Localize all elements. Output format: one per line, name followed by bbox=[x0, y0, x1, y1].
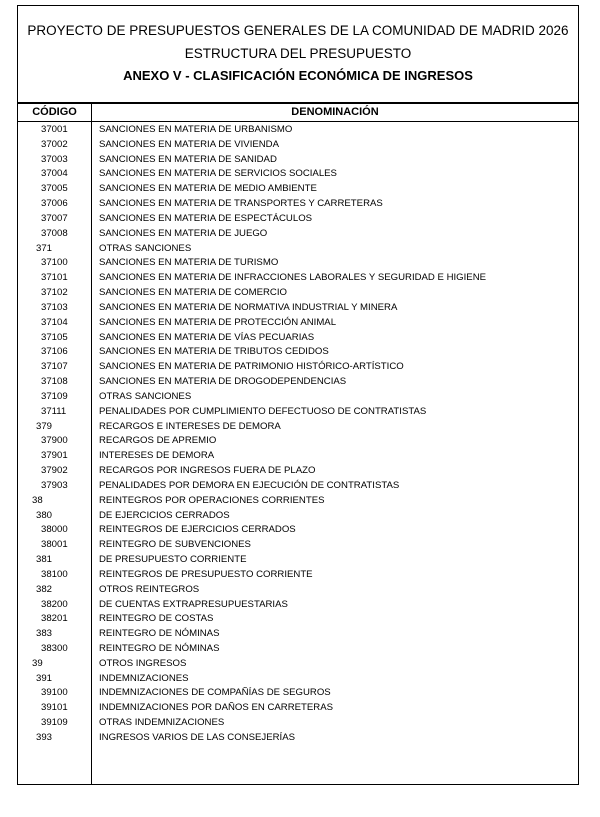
row-code: 37104 bbox=[41, 316, 68, 328]
row-denomination: INTERESES DE DEMORA bbox=[99, 450, 215, 462]
row-denomination: DE PRESUPUESTO CORRIENTE bbox=[99, 554, 247, 566]
row-denomination: REINTEGROS DE PRESUPUESTO CORRIENTE bbox=[99, 568, 313, 580]
row-code: 37111 bbox=[41, 405, 67, 417]
row-denomination: SANCIONES EN MATERIA DE VÍAS PECUARIAS bbox=[99, 331, 315, 343]
row-code: 37102 bbox=[41, 287, 68, 299]
row-denomination: SANCIONES EN MATERIA DE TRIBUTOS CEDIDOS bbox=[99, 346, 329, 358]
row-code: 37002 bbox=[41, 138, 68, 150]
row-code: 38001 bbox=[41, 539, 68, 551]
row-code: 37007 bbox=[41, 212, 68, 224]
row-denomination: RECARGOS POR INGRESOS FUERA DE PLAZO bbox=[99, 465, 316, 477]
row-denomination: SANCIONES EN MATERIA DE DROGODEPENDENCIAS bbox=[99, 376, 347, 388]
row-code: 38200 bbox=[41, 598, 68, 610]
row-denomination: REINTEGROS POR OPERACIONES CORRIENTES bbox=[99, 494, 325, 506]
table-row bbox=[18, 538, 578, 553]
row-denomination: SANCIONES EN MATERIA DE ESPECTÁCULOS bbox=[99, 212, 313, 224]
header-subtitle: ESTRUCTURA DEL PRESUPUESTO bbox=[184, 46, 412, 61]
row-denomination: REINTEGRO DE NÓMINAS bbox=[99, 642, 220, 654]
header-annex-title: ANEXO V - CLASIFICACIÓN ECONÓMICA DE INGRESOS bbox=[123, 68, 473, 83]
table-row bbox=[18, 212, 578, 227]
table-row bbox=[18, 494, 578, 509]
row-code: 37903 bbox=[41, 479, 68, 491]
table-row bbox=[18, 375, 578, 390]
row-code: 391 bbox=[36, 672, 53, 684]
row-code: 382 bbox=[36, 583, 53, 595]
row-denomination: SANCIONES EN MATERIA DE VIVIENDA bbox=[99, 138, 280, 150]
row-denomination: SANCIONES EN MATERIA DE URBANISMO bbox=[99, 124, 293, 135]
table-row bbox=[18, 316, 578, 331]
table-row bbox=[18, 345, 578, 360]
row-code: 383 bbox=[36, 628, 53, 640]
table-row bbox=[18, 479, 578, 494]
row-denomination: OTRAS SANCIONES bbox=[99, 242, 192, 254]
row-denomination: DE CUENTAS EXTRAPRESUPUESTARIAS bbox=[99, 598, 288, 610]
row-code: 38300 bbox=[41, 642, 68, 654]
row-denomination: SANCIONES EN MATERIA DE NORMATIVA INDUSTRIAL Y MINERA bbox=[99, 301, 398, 313]
table-row bbox=[18, 286, 578, 301]
table-row bbox=[18, 449, 578, 464]
table-row bbox=[18, 568, 578, 583]
row-code: 38000 bbox=[41, 524, 68, 536]
row-code: 39100 bbox=[41, 687, 68, 699]
row-denomination: OTROS REINTEGROS bbox=[99, 583, 200, 595]
row-code: 38 bbox=[32, 494, 43, 506]
row-code: 39 bbox=[32, 657, 43, 669]
table-row bbox=[18, 360, 578, 375]
row-denomination: REINTEGRO DE SUBVENCIONES bbox=[99, 539, 251, 551]
header-title: PROYECTO DE PRESUPUESTOS GENERALES DE LA COMUNIDAD DE MADRID 2026 bbox=[27, 23, 569, 38]
row-denomination: SANCIONES EN MATERIA DE PROTECCIÓN ANIMAL bbox=[99, 316, 337, 328]
row-denomination: DE EJERCICIOS CERRADOS bbox=[99, 509, 230, 521]
row-code: 380 bbox=[36, 509, 53, 521]
row-denomination: RECARGOS DE APREMIO bbox=[99, 435, 217, 447]
row-denomination: SANCIONES EN MATERIA DE COMERCIO bbox=[99, 287, 287, 299]
row-denomination: PENALIDADES POR DEMORA EN EJECUCIÓN DE CONTRATISTAS bbox=[99, 479, 400, 491]
table-row bbox=[18, 523, 578, 538]
row-denomination: SANCIONES EN MATERIA DE TRANSPORTES Y CARRETERAS bbox=[99, 198, 383, 210]
row-code: 37101 bbox=[41, 272, 68, 284]
table-row bbox=[18, 642, 578, 657]
row-code: 37005 bbox=[41, 183, 68, 195]
row-denomination: SANCIONES EN MATERIA DE SANIDAD bbox=[99, 153, 277, 165]
table-row bbox=[18, 731, 578, 746]
table-row bbox=[18, 509, 578, 524]
row-denomination: OTRAS INDEMNIZACIONES bbox=[99, 717, 225, 729]
row-code: 37100 bbox=[41, 257, 68, 269]
row-code: 37902 bbox=[41, 465, 68, 477]
row-code: 37109 bbox=[41, 390, 68, 402]
row-code: 37006 bbox=[41, 198, 68, 210]
column-header-code: CÓDIGO bbox=[32, 106, 77, 118]
row-code: 37106 bbox=[41, 346, 68, 358]
row-denomination: SANCIONES EN MATERIA DE SERVICIOS SOCIALES bbox=[99, 168, 337, 180]
row-denomination: SANCIONES EN MATERIA DE PATRIMONIO HISTÓRICO-ARTÍSTICO bbox=[99, 361, 404, 373]
table-row bbox=[18, 612, 578, 627]
row-denomination: RECARGOS E INTERESES DE DEMORA bbox=[99, 420, 281, 432]
row-denomination: SANCIONES EN MATERIA DE TURISMO bbox=[99, 257, 279, 269]
table-row bbox=[18, 182, 578, 197]
row-code: 39101 bbox=[41, 702, 68, 714]
table-row bbox=[18, 123, 578, 138]
table-row bbox=[18, 553, 578, 568]
table-row bbox=[18, 301, 578, 316]
row-denomination: PENALIDADES POR CUMPLIMIENTO DEFECTUOSO DE CONTRATISTAS bbox=[99, 405, 427, 417]
table-row bbox=[18, 434, 578, 449]
row-code: 39109 bbox=[41, 717, 68, 729]
table-row bbox=[18, 686, 578, 701]
table-row bbox=[18, 420, 578, 435]
row-denomination: REINTEGROS DE EJERCICIOS CERRADOS bbox=[99, 524, 296, 536]
row-code: 37001 bbox=[41, 124, 68, 135]
row-code: 37107 bbox=[41, 361, 68, 373]
table-row bbox=[18, 271, 578, 286]
table-row bbox=[18, 583, 578, 598]
table-row bbox=[18, 153, 578, 168]
table-row bbox=[18, 598, 578, 613]
table-row bbox=[18, 672, 578, 687]
table-row bbox=[18, 405, 578, 420]
row-code: 37003 bbox=[41, 153, 68, 165]
row-denomination: OTRAS SANCIONES bbox=[99, 390, 192, 402]
table-row bbox=[18, 464, 578, 479]
row-code: 37108 bbox=[41, 376, 68, 388]
row-code: 37008 bbox=[41, 227, 68, 239]
row-code: 37901 bbox=[41, 450, 68, 462]
table-body bbox=[18, 123, 578, 746]
row-code: 37900 bbox=[41, 435, 68, 447]
row-denomination: INDEMNIZACIONES POR DAÑOS EN CARRETERAS bbox=[99, 702, 334, 714]
row-code: 37004 bbox=[41, 168, 68, 180]
row-code: 37105 bbox=[41, 331, 68, 343]
document-header bbox=[18, 6, 578, 103]
table-row bbox=[18, 331, 578, 346]
table-row bbox=[18, 627, 578, 642]
table-row bbox=[18, 227, 578, 242]
row-code: 38100 bbox=[41, 568, 68, 580]
table-row bbox=[18, 256, 578, 271]
row-denomination: SANCIONES EN MATERIA DE INFRACCIONES LABORALES Y SEGURIDAD E HIGIENE bbox=[99, 272, 487, 284]
table-row bbox=[18, 138, 578, 153]
document-page bbox=[17, 5, 579, 785]
table-row bbox=[18, 701, 578, 716]
row-code: 371 bbox=[36, 242, 53, 254]
row-code: 381 bbox=[36, 554, 53, 566]
row-code: 379 bbox=[36, 420, 53, 432]
row-denomination: INGRESOS VARIOS DE LAS CONSEJERÍAS bbox=[99, 731, 296, 743]
row-denomination: INDEMNIZACIONES bbox=[99, 672, 189, 684]
row-denomination: SANCIONES EN MATERIA DE JUEGO bbox=[99, 227, 268, 239]
row-code: 38201 bbox=[41, 613, 68, 625]
row-denomination: INDEMNIZACIONES DE COMPAÑÍAS DE SEGUROS bbox=[99, 687, 331, 699]
table-row bbox=[18, 167, 578, 182]
row-denomination: REINTEGRO DE NÓMINAS bbox=[99, 628, 220, 640]
row-denomination: REINTEGRO DE COSTAS bbox=[99, 613, 214, 625]
row-code: 393 bbox=[36, 731, 53, 743]
table-row bbox=[18, 242, 578, 257]
table-row bbox=[18, 197, 578, 212]
table-header bbox=[18, 103, 578, 122]
row-denomination: SANCIONES EN MATERIA DE MEDIO AMBIENTE bbox=[99, 183, 317, 195]
row-code: 37103 bbox=[41, 301, 68, 313]
row-denomination: OTROS INGRESOS bbox=[99, 657, 187, 669]
table-row bbox=[18, 657, 578, 672]
table-row bbox=[18, 716, 578, 731]
table-row bbox=[18, 390, 578, 405]
column-header-name: DENOMINACIÓN bbox=[291, 106, 379, 118]
